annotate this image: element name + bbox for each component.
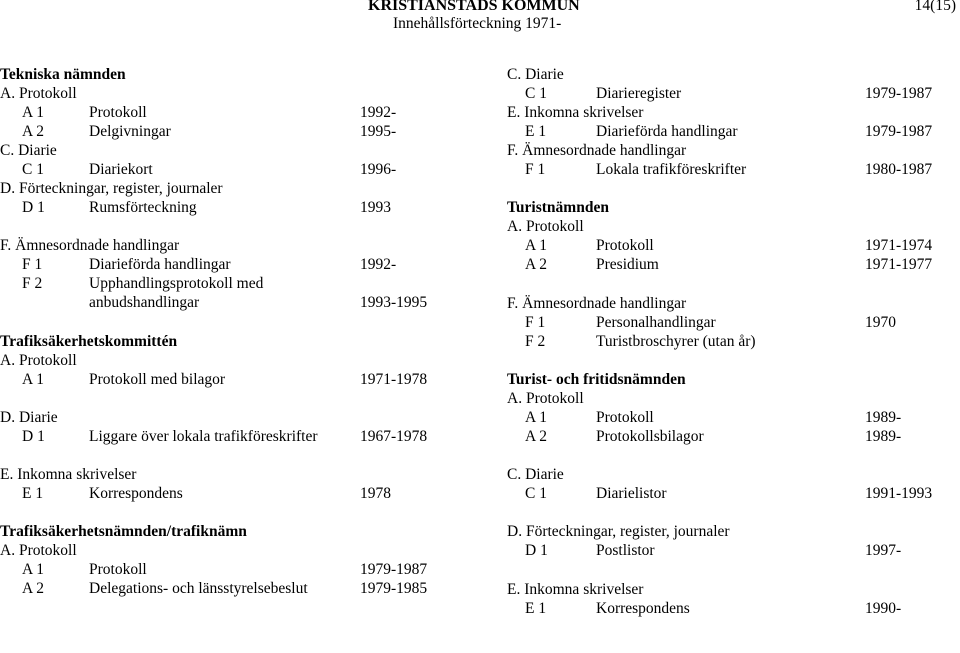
volume-row	[0, 160, 480, 179]
volume-code: A 1	[22, 370, 44, 388]
volume-years: 1989-	[865, 408, 902, 426]
spacer	[507, 274, 960, 293]
series-heading: A. Protokoll	[507, 389, 584, 407]
series-heading: E. Inkomna skrivelser	[0, 466, 137, 484]
volume-name: Protokoll	[89, 561, 147, 579]
volume-row	[0, 427, 480, 446]
volume-row	[0, 484, 480, 503]
series-heading: C. Diarie	[507, 466, 564, 484]
series-heading: E. Inkomna skrivelser	[507, 580, 644, 598]
organization-heading: Turistnämnden	[507, 199, 609, 217]
volume-years: 1980-1987	[865, 161, 933, 178]
series-heading: C. Diarie	[507, 66, 564, 83]
volume-code: E 1	[22, 485, 44, 503]
series-heading: A. Protokoll	[507, 218, 584, 236]
volume-years: 1971-1978	[360, 370, 428, 388]
volume-row	[0, 103, 480, 122]
volume-code: F 1	[525, 313, 546, 331]
organization-heading: Turist- och fritidsnämnden	[507, 370, 686, 388]
volume-row	[507, 236, 960, 255]
volume-years: 1996-	[360, 161, 397, 178]
page-number: 14(15)	[914, 0, 956, 14]
spacer	[0, 446, 480, 465]
volume-name: Rumsförteckning	[89, 199, 197, 216]
volume-code: A 1	[22, 104, 44, 121]
volume-years: 1971-1974	[865, 237, 933, 255]
volume-row	[507, 160, 960, 179]
volume-row	[0, 122, 480, 141]
volume-years: 1970	[865, 313, 896, 331]
document-subtitle: Innehållsförteckning 1971-	[393, 15, 562, 32]
volume-code: A 1	[22, 561, 44, 579]
volume-name: Diarieförda handlingar	[596, 123, 738, 140]
volume-row	[0, 560, 480, 579]
volume-code: D 1	[525, 542, 548, 560]
volume-row	[507, 408, 960, 427]
volume-row	[0, 198, 480, 217]
volume-name: Delegations- och länsstyrelsebeslut	[89, 580, 308, 598]
volume-name: Protokoll	[89, 104, 147, 121]
volume-row	[0, 255, 480, 274]
volume-years: 1967-1978	[360, 427, 428, 445]
volume-name: Diarieregister	[596, 85, 682, 102]
volume-row-continuation	[0, 293, 480, 312]
volume-years: 1997-	[865, 542, 902, 560]
organization-heading: Trafiksäkerhetskommittén	[0, 332, 178, 350]
volume-name: Upphandlingsprotokoll med	[89, 275, 264, 293]
volume-years: 1993-1995	[360, 294, 428, 312]
right-column	[507, 65, 960, 618]
volume-name: Delgivningar	[89, 123, 171, 140]
volume-code: D 1	[22, 427, 45, 445]
volume-years: 1993	[360, 199, 391, 216]
volume-code: F 2	[22, 275, 43, 293]
volume-code: C 1	[22, 161, 44, 178]
page-header	[0, 0, 960, 37]
volume-years: 1979-1987	[360, 561, 428, 579]
volume-years: 1971-1977	[865, 256, 933, 274]
left-column	[0, 65, 480, 598]
volume-name: Korrespondens	[596, 599, 690, 617]
volume-years: 1979-1985	[360, 580, 428, 598]
document-title: KRISTIANSTADS KOMMUN	[368, 0, 580, 14]
volume-name: Lokala trafikföreskrifter	[596, 161, 747, 178]
volume-code: D 1	[22, 199, 45, 216]
series-heading: A. Protokoll	[0, 85, 77, 102]
series-heading: F. Ämnesordnade handlingar	[507, 142, 687, 159]
series-heading: D. Förteckningar, register, journaler	[507, 523, 730, 541]
volume-years: 1992-	[360, 256, 397, 274]
volume-name: Diarieförda handlingar	[89, 256, 231, 274]
volume-years: 1979-1987	[865, 123, 933, 140]
spacer	[507, 503, 960, 522]
spacer	[0, 389, 480, 408]
volume-name: Presidium	[596, 256, 659, 274]
volume-code: A 1	[525, 237, 547, 255]
volume-years: 1989-	[865, 427, 902, 445]
volume-years: 1991-1993	[865, 485, 933, 503]
volume-code: C 1	[525, 85, 547, 102]
series-heading: F. Ämnesordnade handlingar	[0, 237, 180, 255]
volume-name: anbudshandlingar	[89, 294, 200, 312]
series-heading: E. Inkomna skrivelser	[507, 104, 644, 121]
volume-name: Protokollsbilagor	[596, 427, 704, 445]
volume-name: Turistbroschyrer (utan år)	[596, 332, 756, 350]
volume-row	[507, 599, 960, 618]
volume-code: A 1	[525, 408, 547, 426]
volume-years: 1992-	[360, 104, 397, 121]
volume-code: C 1	[525, 485, 547, 503]
volume-years: 1995-	[360, 123, 397, 140]
volume-row	[507, 541, 960, 560]
volume-code: A 2	[525, 427, 547, 445]
volume-name: Protokoll	[596, 237, 654, 255]
volume-code: A 2	[22, 580, 44, 598]
volume-row	[507, 122, 960, 141]
volume-code: A 2	[525, 256, 547, 274]
volume-row	[507, 84, 960, 103]
volume-years: 1978	[360, 485, 391, 503]
volume-years: 1990-	[865, 599, 902, 617]
volume-code: F 2	[525, 332, 546, 350]
volume-code: E 1	[525, 123, 547, 140]
volume-name: Korrespondens	[89, 485, 183, 503]
volume-code: A 2	[22, 123, 44, 140]
spacer	[0, 312, 480, 331]
series-heading: F. Ämnesordnade handlingar	[507, 294, 687, 312]
spacer	[507, 560, 960, 579]
spacer	[507, 446, 960, 465]
spacer	[507, 351, 960, 370]
volume-name: Liggare över lokala trafikföreskrifter	[89, 427, 318, 445]
volume-row	[0, 579, 480, 598]
volume-years: 1979-1987	[865, 85, 933, 102]
spacer	[0, 217, 480, 236]
volume-code: F 1	[525, 161, 546, 178]
series-heading: A. Protokoll	[0, 351, 77, 369]
volume-name: Diariekort	[89, 161, 153, 178]
volume-name: Diarielistor	[596, 485, 667, 503]
volume-name: Protokoll	[596, 408, 654, 426]
volume-row	[0, 274, 480, 293]
volume-code: F 1	[22, 256, 43, 274]
spacer	[0, 503, 480, 522]
volume-row	[507, 427, 960, 446]
volume-row	[507, 332, 960, 351]
volume-name: Personalhandlingar	[596, 313, 716, 331]
volume-row	[507, 313, 960, 332]
volume-row	[507, 484, 960, 503]
volume-name: Postlistor	[596, 542, 655, 560]
organization-heading: Trafiksäkerhetsnämnden/trafiknämn	[0, 523, 247, 541]
spacer	[507, 179, 960, 198]
organization-heading: Tekniska nämnden	[0, 66, 126, 83]
volume-row	[0, 370, 480, 389]
series-heading: C. Diarie	[0, 142, 57, 159]
series-heading: A. Protokoll	[0, 542, 77, 560]
volume-row	[507, 255, 960, 274]
series-heading: D. Förteckningar, register, journaler	[0, 180, 223, 197]
volume-code: E 1	[525, 599, 547, 617]
volume-name: Protokoll med bilagor	[89, 370, 226, 388]
series-heading: D. Diarie	[0, 408, 58, 426]
